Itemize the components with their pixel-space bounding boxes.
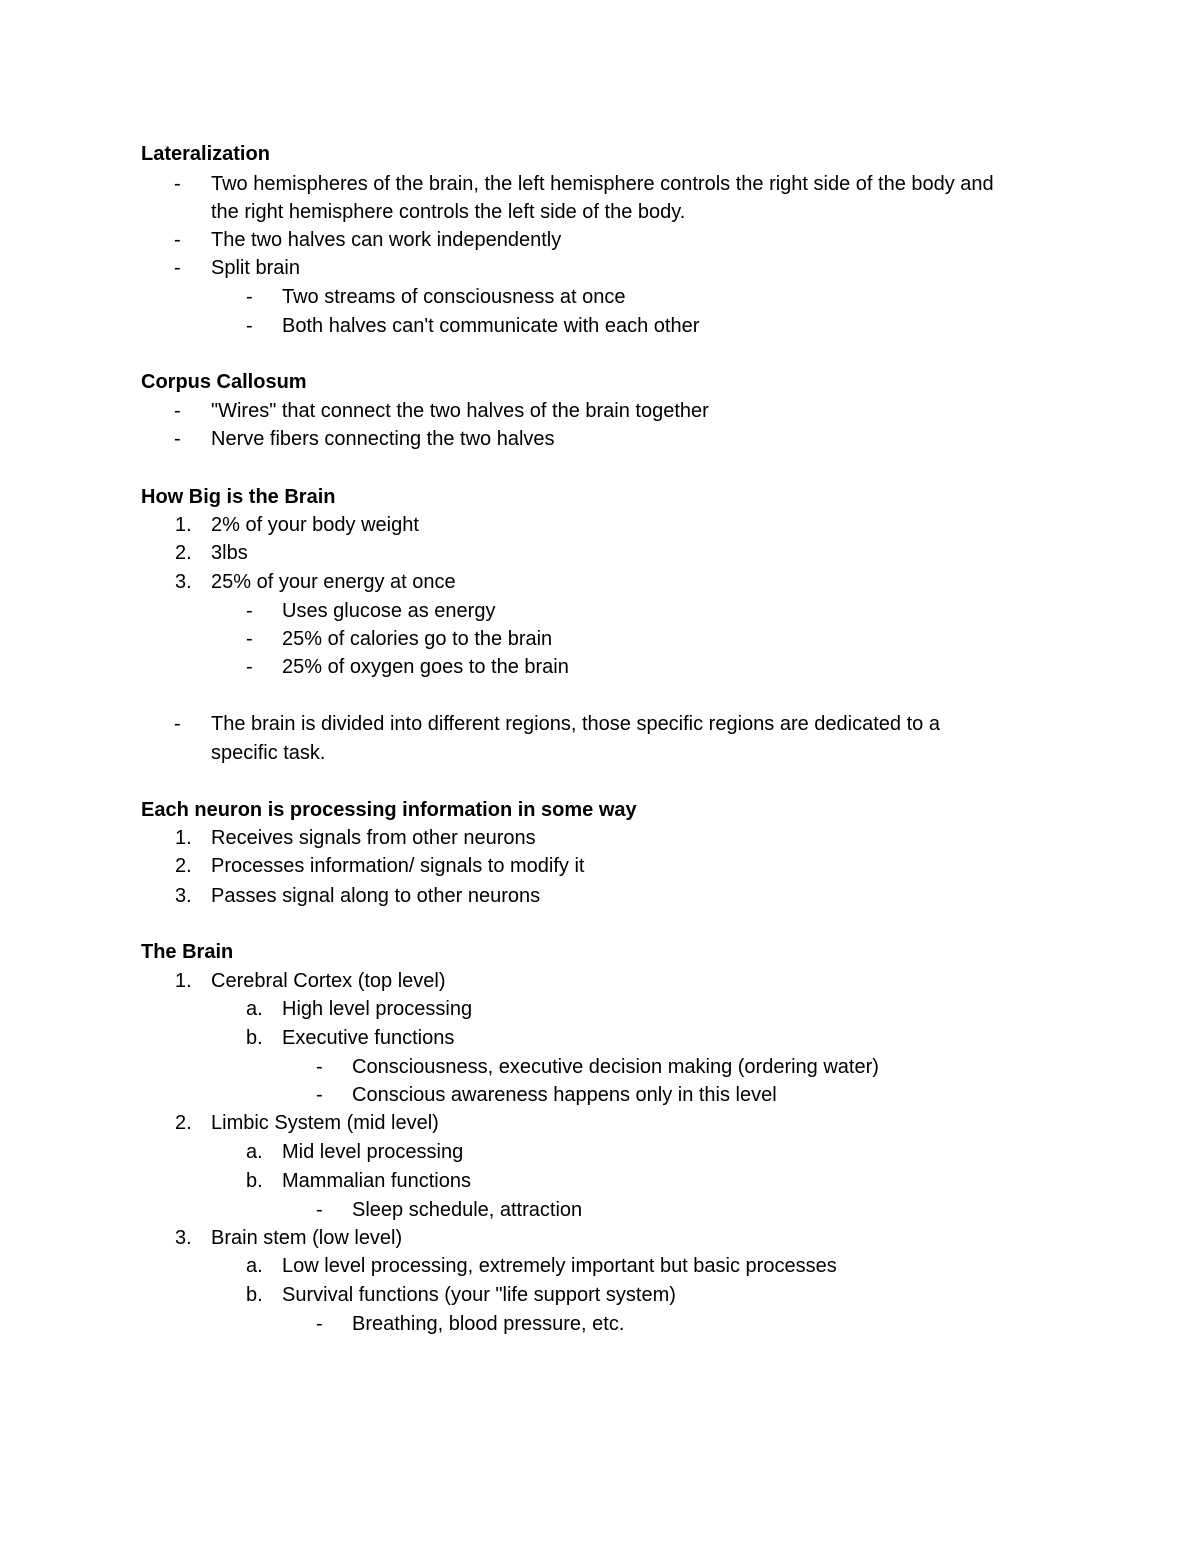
- list-marker: -: [174, 229, 181, 251]
- list-marker: -: [174, 173, 181, 195]
- list-item: Passes signal along to other neurons: [211, 885, 541, 907]
- list-marker: -: [246, 600, 253, 622]
- list-marker: -: [246, 656, 253, 678]
- list-marker: 2.: [175, 855, 192, 877]
- list-marker: 3.: [175, 885, 192, 907]
- list-item: Consciousness, executive decision making (ordering water): [352, 1056, 879, 1078]
- list-marker: 2.: [175, 1112, 192, 1134]
- list-item: Brain stem (low level): [211, 1227, 403, 1249]
- list-marker: a.: [246, 1141, 263, 1163]
- list-item: Nerve fibers connecting the two halves: [211, 428, 555, 450]
- list-item: "Wires" that connect the two halves of the brain together: [211, 400, 709, 422]
- list-item: Sleep schedule, attraction: [352, 1199, 583, 1221]
- list-marker: b.: [246, 1170, 263, 1192]
- list-item: Low level processing, extremely important but basic processes: [282, 1255, 837, 1277]
- list-marker: -: [174, 400, 181, 422]
- list-marker: -: [174, 428, 181, 450]
- list-item-continuation: the right hemisphere controls the left side of the body.: [211, 201, 686, 223]
- list-item: Breathing, blood pressure, etc.: [352, 1313, 625, 1335]
- list-item: Split brain: [211, 257, 300, 279]
- list-marker: 1.: [175, 970, 192, 992]
- section-heading-each-neuron: Each neuron is processing information in some way: [141, 799, 637, 821]
- list-item: Survival functions (your "life support system): [282, 1284, 676, 1306]
- list-marker: b.: [246, 1284, 263, 1306]
- list-marker: -: [316, 1056, 323, 1078]
- section-heading-how-big: How Big is the Brain: [141, 486, 336, 508]
- list-item: Mid level processing: [282, 1141, 464, 1163]
- section-heading-corpus-callosum: Corpus Callosum: [141, 371, 307, 393]
- list-marker: 1.: [175, 827, 192, 849]
- list-item: The two halves can work independently: [211, 229, 562, 251]
- list-item: Receives signals from other neurons: [211, 827, 536, 849]
- list-marker: 2.: [175, 542, 192, 564]
- list-item: Both halves can't communicate with each other: [282, 315, 700, 337]
- list-item: Mammalian functions: [282, 1170, 471, 1192]
- list-item: 25% of oxygen goes to the brain: [282, 656, 569, 678]
- list-marker: -: [174, 257, 181, 279]
- section-heading-the-brain: The Brain: [141, 941, 234, 963]
- list-item-continuation: specific task.: [211, 742, 326, 764]
- list-item: Limbic System (mid level): [211, 1112, 439, 1134]
- list-marker: b.: [246, 1027, 263, 1049]
- list-marker: -: [316, 1313, 323, 1335]
- list-marker: a.: [246, 998, 263, 1020]
- list-item: 3lbs: [211, 542, 248, 564]
- list-marker: -: [246, 315, 253, 337]
- list-item: Processes information/ signals to modify it: [211, 855, 585, 877]
- list-item: Conscious awareness happens only in this level: [352, 1084, 777, 1106]
- list-item: Cerebral Cortex (top level): [211, 970, 446, 992]
- list-item: 2% of your body weight: [211, 514, 419, 536]
- list-item: 25% of calories go to the brain: [282, 628, 553, 650]
- list-item: Uses glucose as energy: [282, 600, 496, 622]
- list-marker: a.: [246, 1255, 263, 1277]
- list-marker: -: [174, 713, 181, 735]
- list-item: Executive functions: [282, 1027, 455, 1049]
- list-marker: 1.: [175, 514, 192, 536]
- list-marker: -: [316, 1199, 323, 1221]
- list-marker: -: [316, 1084, 323, 1106]
- list-marker: 3.: [175, 1227, 192, 1249]
- list-item: Two hemispheres of the brain, the left hemisphere controls the right side of the body and: [211, 173, 994, 195]
- list-marker: 3.: [175, 571, 192, 593]
- section-heading-lateralization: Lateralization: [141, 143, 270, 165]
- list-item: High level processing: [282, 998, 473, 1020]
- list-item: 25% of your energy at once: [211, 571, 456, 593]
- list-marker: -: [246, 628, 253, 650]
- list-item: Two streams of consciousness at once: [282, 286, 626, 308]
- list-marker: -: [246, 286, 253, 308]
- list-item: The brain is divided into different regions, those specific regions are dedicated to a: [211, 713, 940, 735]
